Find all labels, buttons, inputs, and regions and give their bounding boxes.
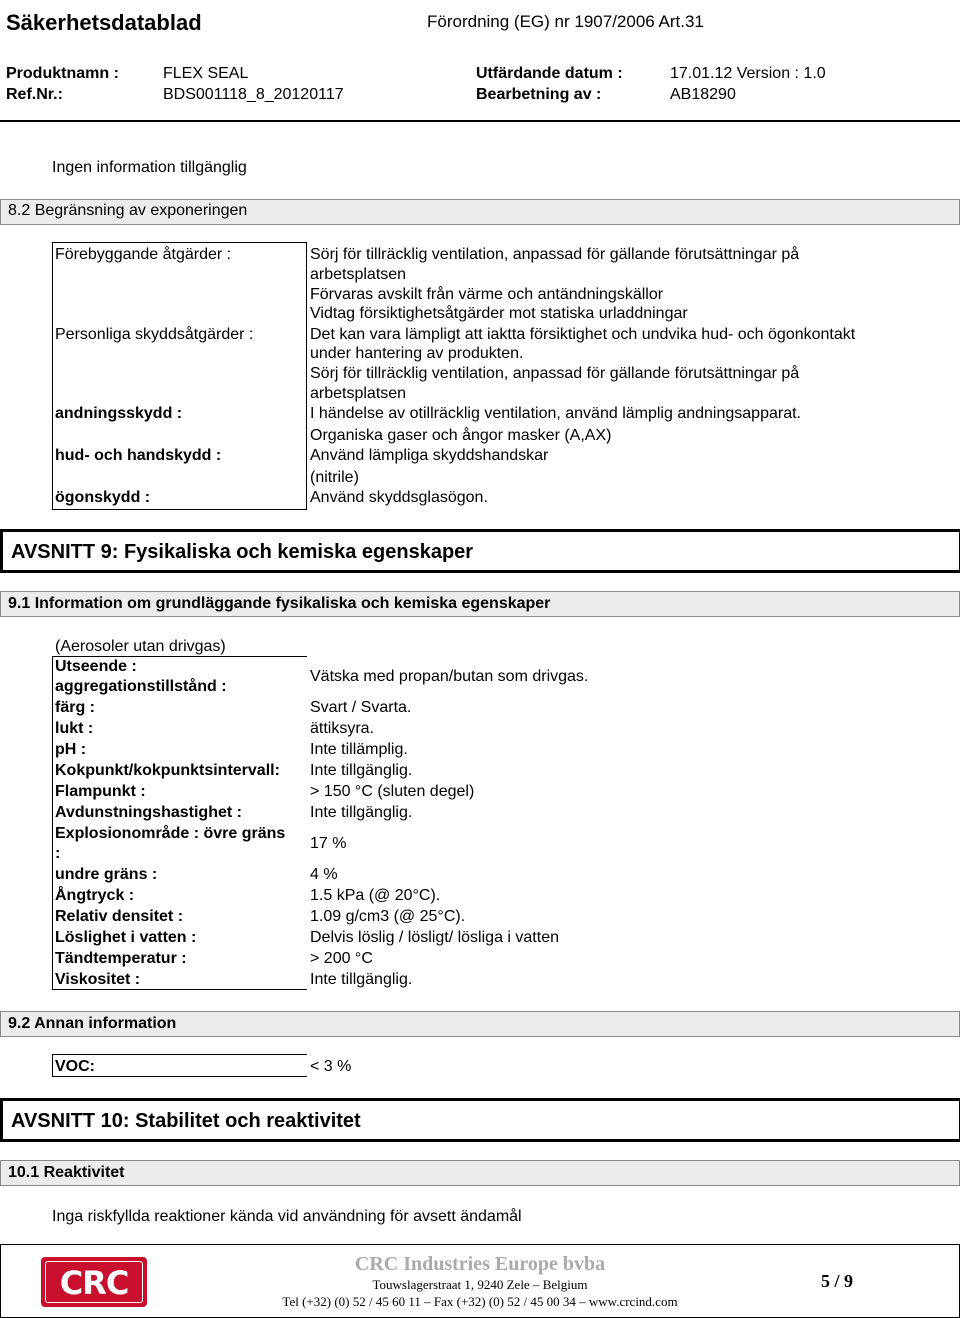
table-border-left: [52, 242, 53, 510]
water-solubility-value: Delvis löslig / lösligt/ lösliga i vatten: [310, 929, 559, 946]
personal-protection-line: arbetsplatsen: [310, 385, 407, 402]
explosion-upper-value: 17 %: [310, 835, 347, 852]
company-name: CRC Industries Europe bvba: [354, 1253, 606, 1275]
skin-hand-protection-line: Använd lämpliga skyddshandskar: [310, 447, 549, 464]
explosion-range-label-colon: :: [55, 845, 61, 862]
appearance-value: Vätska med propan/butan som drivgas.: [310, 668, 589, 685]
revision-label: Bearbetning av :: [476, 86, 602, 103]
boiling-point-value: Inte tillgänglig.: [310, 762, 413, 779]
subsection-9-2-heading: 9.2 Annan information: [8, 1015, 177, 1032]
preventive-measures-label: Förebyggande åtgärder :: [55, 246, 232, 263]
personal-protection-label: Personliga skyddsåtgärder :: [55, 326, 254, 343]
exposure-table: [52, 242, 306, 510]
product-name-label: Produktnamn :: [6, 65, 119, 82]
table-border-bottom: [52, 509, 307, 510]
issue-date-value: 17.01.12 Version : 1.0: [670, 65, 826, 82]
aerosol-note: (Aerosoler utan drivgas): [55, 638, 226, 655]
table-border-left: [52, 1054, 53, 1077]
subsection-10-1-bar: [0, 1160, 960, 1186]
ignition-temperature-value: > 200 °C: [310, 950, 373, 967]
lower-limit-value: 4 %: [310, 866, 338, 883]
respiratory-protection-label: andningsskydd :: [55, 405, 183, 422]
table-border-bottom: [52, 989, 307, 990]
subsection-9-1-heading: 9.1 Information om grundläggande fysikaliska och kemiska egenskaper: [8, 595, 551, 612]
personal-protection-line: under hantering av produkten.: [310, 345, 524, 362]
reactivity-text: Inga riskfyllda reaktioner kända vid användning för avsett ändamål: [52, 1208, 522, 1225]
table-border-left: [52, 656, 53, 990]
eye-protection-line: Använd skyddsglasögon.: [310, 489, 488, 506]
subsection-8-2-heading: 8.2 Begränsning av exponeringen: [8, 202, 248, 219]
boiling-point-label: Kokpunkt/kokpunktsintervall:: [55, 762, 280, 779]
vapor-pressure-label: Ångtryck :: [55, 887, 135, 904]
ph-value: Inte tillämplig.: [310, 741, 408, 758]
company-address: Touwslagerstraat 1, 9240 Zele – Belgium: [372, 1277, 588, 1292]
page-footer: [0, 1244, 960, 1318]
regulation-reference: Förordning (EG) nr 1907/2006 Art.31: [427, 12, 704, 31]
section-10-header: [0, 1098, 960, 1142]
color-label: färg :: [55, 699, 95, 716]
explosion-range-label: Explosionområde : övre gräns: [55, 825, 286, 842]
ignition-temperature-label: Tändtemperatur :: [55, 950, 187, 967]
viscosity-label: Viskositet :: [55, 971, 141, 988]
skin-hand-protection-line: (nitrile): [310, 469, 359, 486]
eye-protection-label: ögonskydd :: [55, 489, 151, 506]
vapor-pressure-value: 1.5 kPa (@ 20°C).: [310, 887, 441, 904]
preventive-line: Vidtag försiktighetsåtgärder mot statiska urladdningar: [310, 305, 688, 322]
respiratory-protection-line: I händelse av otillräcklig ventilation, använd lämplig andningsapparat.: [310, 405, 801, 422]
flash-point-value: > 150 °C (sluten degel): [310, 783, 475, 800]
preventive-line: Förvaras avskilt från värme och antändningskällor: [310, 286, 664, 303]
evaporation-rate-label: Avdunstningshastighet :: [55, 804, 242, 821]
color-value: Svart / Svarta.: [310, 699, 412, 716]
issue-date-label: Utfärdande datum :: [476, 65, 623, 82]
ph-label: pH :: [55, 741, 87, 758]
reference-number-label: Ref.Nr.:: [6, 86, 63, 103]
table-border-bottom: [52, 1076, 307, 1077]
odor-value: ättiksyra.: [310, 720, 375, 737]
logo-text: CRC: [59, 1264, 129, 1302]
reference-number-value: BDS001118_8_20120117: [163, 86, 344, 103]
respiratory-protection-line: Organiska gaser och ångor masker (A,AX): [310, 427, 612, 444]
table-border-right: [306, 242, 307, 510]
revision-value: AB18290: [670, 86, 736, 103]
evaporation-rate-value: Inte tillgänglig.: [310, 804, 413, 821]
subsection-10-1-heading: 10.1 Reaktivitet: [8, 1164, 125, 1181]
voc-label: VOC:: [55, 1058, 95, 1075]
header-divider: [0, 120, 960, 122]
table-border-top: [52, 242, 307, 243]
appearance-label-state: aggregationstillstånd :: [55, 678, 227, 695]
document-title: Säkerhetsdatablad: [6, 10, 202, 35]
preventive-line: arbetsplatsen: [310, 266, 407, 283]
preventive-line: Sörj för tillräcklig ventilation, anpassad för gällande förutsättningar på: [310, 246, 800, 263]
product-name-value: FLEX SEAL: [163, 65, 249, 82]
table-border-top: [52, 1054, 307, 1055]
relative-density-label: Relativ densitet :: [55, 908, 184, 925]
personal-protection-line: Det kan vara lämpligt att iaktta försiktighet och undvika hud- och ögonkontakt: [310, 326, 856, 343]
table-border-top: [52, 656, 307, 657]
section-9-title: AVSNITT 9: Fysikaliska och kemiska egenskaper: [11, 541, 474, 563]
relative-density-value: 1.09 g/cm3 (@ 25°C).: [310, 908, 466, 925]
page-number: 5 / 9: [821, 1271, 854, 1291]
skin-hand-protection-label: hud- och handskydd :: [55, 447, 222, 464]
flash-point-label: Flampunkt :: [55, 783, 146, 800]
intro-text: Ingen information tillgänglig: [52, 159, 247, 176]
section-9-header: [0, 529, 960, 573]
company-contact: Tel (+32) (0) 52 / 45 60 11 – Fax (+32) (0) 52 / 45 00 34 – www.crcind.com: [282, 1294, 678, 1309]
viscosity-value: Inte tillgänglig.: [310, 971, 413, 988]
odor-label: lukt :: [55, 720, 94, 737]
appearance-label: Utseende :: [55, 658, 137, 675]
water-solubility-label: Löslighet i vatten :: [55, 929, 197, 946]
lower-limit-label: undre gräns :: [55, 866, 158, 883]
section-10-title: AVSNITT 10: Stabilitet och reaktivitet: [11, 1110, 361, 1132]
personal-protection-line: Sörj för tillräcklig ventilation, anpassad för gällande förutsättningar på: [310, 365, 800, 382]
voc-value: < 3 %: [310, 1058, 352, 1075]
